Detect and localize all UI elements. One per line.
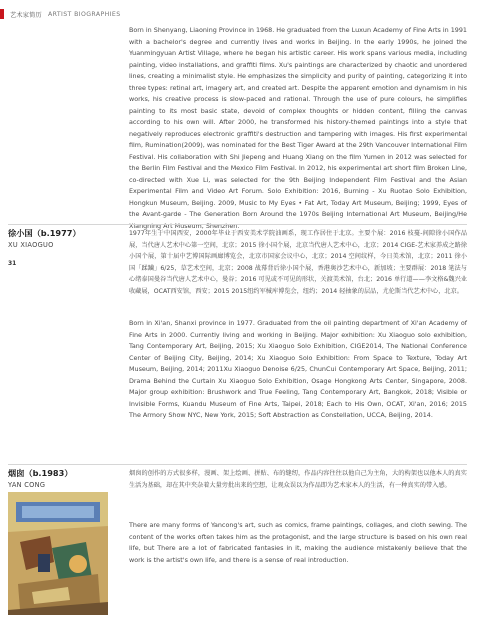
- artist-name-en: XU XIAOGUO: [8, 241, 54, 249]
- bio-cn-paragraph: 1977年生于中国西安，2000年毕业于西安美术学院油画系，现工作居住于北京。主要个展：2016 枝蔓-间隙徐小国作品展，当代唐人艺术中心第一空间，北京；2015 徐小国个展，北京当代唐人艺术中心，北京；2014 CIGE-艺术家养成之路徐小国个展，第十届中艺博国际画廊博览会，北京市国家会议中心，北京；2014 空间纹样，今日美术馆，北京；2011 徐小国「蹂躏」6/25，草艺术空间，北京；2008 战幕背后徐小国个展，香港奥沙艺术中心，新加坡；主要群展：2018 笔法与心绪泰国曼谷当代唐人艺术中心，曼谷；2016 可见或不可见的形状，关渡美术馆，台北；2016 单行道——李文格&魏兴业收藏展，OCAT西安馆，西安；2015 2015纽约军械库博览会，纽约；2014 轻抽象的层品，尤伦斯当代艺术中心，北京。: [129, 230, 467, 295]
- section-title-cn: 艺术家简历: [10, 11, 42, 19]
- artwork-image: [8, 492, 108, 615]
- divider: [8, 224, 467, 225]
- artist-block-xu-xiaoguo: [8, 228, 118, 267]
- artist-name-cn: 徐小国（b.1977）: [8, 228, 81, 238]
- divider: [8, 464, 467, 465]
- section-title-en: ARTIST BIOGRAPHIES: [47, 10, 121, 18]
- bio-en-paragraph: There are many forms of Yancong's art, such as comics, frame paintings, collages, and cloth sewing. The content of the works often takes him as the protagonist, and the large structure is based on his own real life, but There are a lot of fabricated fantasies in it, making the audience mistakenly believe that the work is the artist's own life, and there is a sense of real introduction.: [129, 521, 467, 564]
- artwork-illustration: [8, 492, 108, 615]
- bio-en-paragraph: Born in Xi'an, Shanxi province in 1977. Graduated from the oil painting department of Xi'an Academy of Fine Arts in 2000. Currently living and working in Beijing. Major exhibition: Xu Xiaoguo solo exhibition, Tang Contemporary Art, Beijing, 2015; Xu Xiaoguo Solo Exhibition, CIGE2014, The National Conference Center of Beijing City, Beijing, 2014; Xu Xiaoguo Solo Exhibition: From Space to Texture, Today Art Museum, Beijing, 2014; 2011Xu Xiaoguo Denoise 6/25, ChunCui Contemporary Art Space, Beijing, 2011; Drama Behind the Curtain Xu Xiaoguo Solo Exhibition, Osage Hongkong Arts Center, Singapore, 2008. Major group exhibition: Brushwork and True Feeling, Tang Contemporary Art, Bangkok, 2018; Visible or Invisible Forms, Kuandu Museum of Fine Arts, Taipei, 2018; Each to His Own, OCAT, Xi'an, 2016; 2015 The Armory Show NYC, New York, 2015; Soft Abstraction as Constellation, UCCA, Beijing, 2014.: [129, 319, 467, 419]
- artist-name-en: YAN CONG: [8, 481, 46, 489]
- section-header: [0, 8, 121, 20]
- page-number: 31: [8, 260, 17, 267]
- artist-name-cn: 烟囱（b.1983）: [8, 468, 73, 478]
- bio-top-paragraph: Born in Shenyang, Liaoning Province in 1968. He graduated from the Luxun Academy of Fine Arts in 1991 with a bachelor's degree and currently lives and works in Beijing. In the early 1990s, he joined the Yuanmingyuan Artist Village, where he began his artistic career. His work spans various media, including painting, video installations, and graffiti films. Xu's paintings are characterized by chaotic and unordered lines, creating a minimalist style. He emphasizes the simplicity and purity of painting, categorizing it into three types: retinal art, imagery art, and created art. Despite the apparent emotion and dynamism in his works, his creative process is slow-paced and rational. Through the use of pure colours, he simplifies painting to its most basic state, devoid of complex thoughts or hidden content, filling the canvas according to his own will. After 2000, he transformed his history-themed paintings into a style that negatively reproduces electronic graffiti's destruction and tampering with images. His first experimental film, Rumination(2009), was nominated for the Best Tiger Award at the 29th Vancouver International Film Festival. His collaboration with Shi Jiepeng and Huang Xiang on the film Yumen in 2012 was selected for the Berlin Film Festival and the Mexico Film Festival. In 2012, his experimental art short film Broken Line, co-directed with Xue Li, was selected for the 9th Beijing Independent Film Festival and the Asian Experimental Film and Video Art Forum. Solo Exhibition: 2016, Burning - Xu Ruotao Solo Exhibition, Hongkun Museum, Beijing. 2009, Music to My Eyes • Fat Art, Today Art Museum, Beijing; 1999, Eyes of the Avant-garde - The Generation Born Around the 1970s Beijing International Art Museum, Beijing/He Xiangning Art Museum, Shenzhen.: [129, 26, 467, 230]
- section-marker: [0, 9, 4, 19]
- bio-cn-paragraph: 烟囱的创作的方式很多样，漫画、架上绘画、拼贴、布的缝纫，作品内容往往以他自己为主角，大的构架也以他本人的真实生活为基础，却在其中夹杂着大量旁批出来的空想，让观众误以为作品即为艺术家本人的生活，有一种真实的带入感。: [129, 470, 467, 489]
